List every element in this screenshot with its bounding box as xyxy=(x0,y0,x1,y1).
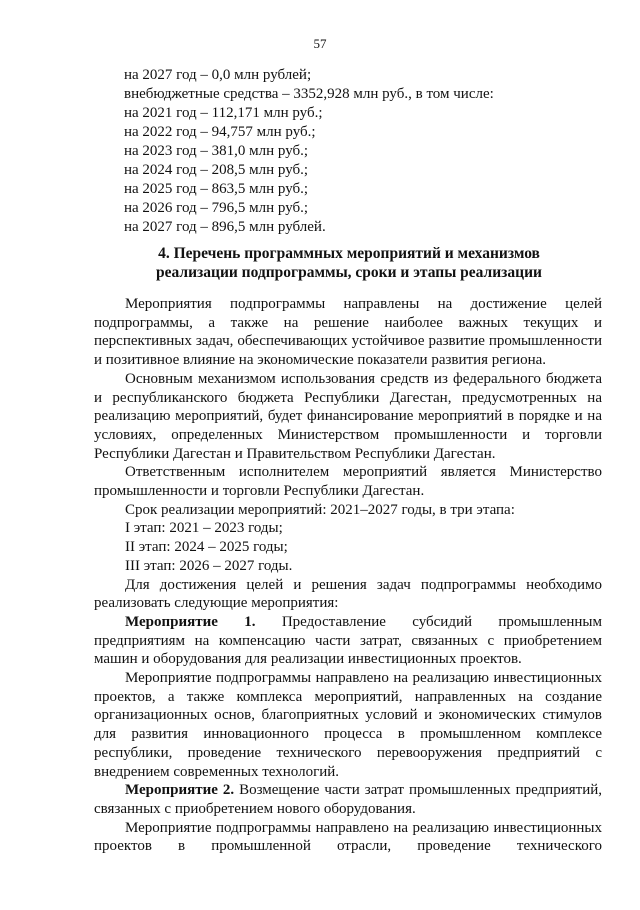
funding-line: на 2023 год – 381,0 млн руб.; xyxy=(124,143,309,159)
section-heading-line-2: реализации подпрограммы, сроки и этапы реализации xyxy=(156,264,542,281)
paragraph-term: Срок реализации мероприятий: 2021–2027 годы, в три этапа: xyxy=(125,501,515,518)
paragraph-goals: Мероприятия подпрограммы направлены на достижение целей подпрограммы, а также на решение наиболее важных текущих и перспективных задач, обеспечивающих устойчивое развитие промышленности и позитивное влияние на экономические показатели развития региона. xyxy=(94,296,602,369)
section-body xyxy=(94,295,602,856)
measure-2 xyxy=(94,781,602,818)
funding-line: на 2022 год – 94,757 млн руб.; xyxy=(124,124,316,140)
stage-1: I этап: 2021 – 2023 годы; xyxy=(125,520,283,537)
paragraph-measure-1-description: Мероприятие подпрограммы направлено на реализацию инвестиционных проектов, а также комплекса мероприятий, направленных на создание организационных основ, благоприятных условий и экономических стимулов для развития инновационного процесса в промышленном комплексе республики, проведение технического перевооружения предприятий с внедрением современных технологий. xyxy=(94,670,602,780)
funding-line: на 2027 год – 0,0 млн рублей; xyxy=(124,67,312,83)
section-heading xyxy=(94,244,604,282)
funding-list xyxy=(124,66,564,237)
stage-2: II этап: 2024 – 2025 годы; xyxy=(125,539,288,556)
stage-3: III этап: 2026 – 2027 годы. xyxy=(125,557,293,574)
paragraph-measure-2-description: Мероприятие подпрограммы направлено на реализацию инвестиционных проектов в промышленной отрасли, проведение технического xyxy=(94,819,602,855)
measure-2-text: Возмещение части затрат промышленных предприятий, связанных с приобретением нового оборудования. xyxy=(94,782,602,817)
section-heading-line-1: 4. Перечень программных мероприятий и механизмов xyxy=(158,245,540,262)
page-number: 57 xyxy=(313,36,327,51)
funding-line: внебюджетные средства – 3352,928 млн руб., в том числе: xyxy=(124,86,494,102)
measure-1-label: Мероприятие 1. xyxy=(125,613,256,630)
funding-line: на 2026 год – 796,5 млн руб.; xyxy=(124,200,309,216)
paragraph-executor: Ответственным исполнителем мероприятий является Министерство промышленности и торговли Республики Дагестан. xyxy=(94,464,602,500)
paragraph-mechanism: Основным механизмом использования средств из федерального бюджета и республиканского бюджета Республики Дагестан, предусмотренных на реализацию мероприятий, будет финансирование мероприятий в порядке и на условиях, определенных Министерством промышленности и торговли Республики Дагестан и Правительством Республики Дагестан. xyxy=(94,370,602,462)
funding-line: на 2027 год – 896,5 млн рублей. xyxy=(124,219,326,235)
measure-2-label: Мероприятие 2. xyxy=(125,782,235,799)
funding-line: на 2021 год – 112,171 млн руб.; xyxy=(124,105,323,121)
funding-line: на 2025 год – 863,5 млн руб.; xyxy=(124,181,309,197)
funding-line: на 2024 год – 208,5 млн руб.; xyxy=(124,162,309,178)
paragraph-measures-intro: Для достижения целей и решения задач подпрограммы необходимо реализовать следующие мероприятия: xyxy=(94,576,602,612)
measure-1-text: Предоставление субсидий промышленным предприятиям на компенсацию части затрат, связанных с приобретением машин и оборудования для реализации инвестиционных проектов. xyxy=(94,613,602,668)
measure-1 xyxy=(94,613,602,669)
